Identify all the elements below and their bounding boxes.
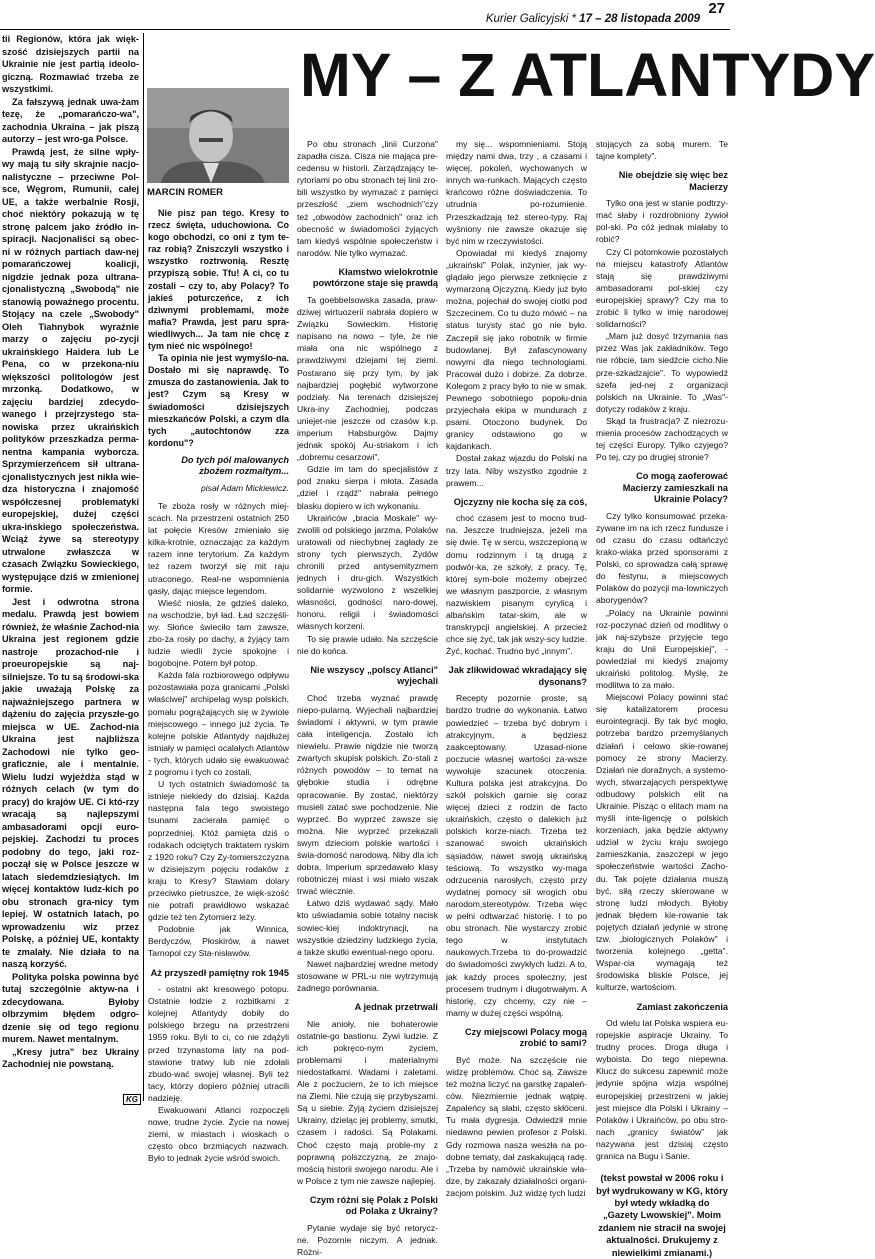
paragraph: Nie anioły, nie bohaterowie ostatnie-go bastionu. Żywi ludzie. Z ich pokręco-nym życiem, problemami i materialnymi niedostatkami. Wadami i zaletami. Ale z pocżuciem, że to ich miejsce na Ziemi. Nie czują się przybyszami. Są u siebie. Żyją życiem dzisiejszej Ukrainy, dzieląc jej problemy, smutki, czasem i radości. Są Polakami. Choć często mają proble-my z poprawną polszczyzną, ze znajo-mością historii swojego narodu. Ale i w Polsce z tym nie zawsze najlepiej. bbox=[297, 1018, 438, 1186]
paragraph: Wieść niosła, że gdzieś daleko, na wschodzie, był ład. Ład szczęśli-wy. Słońce świeciło tam zawsze, zbo-ża rosły po dachy, a żyjący tam ludzie wiedli życie spokojne i bogobojne. Potem był potop. bbox=[148, 597, 289, 669]
col5-nie-obejdzie bbox=[596, 197, 728, 463]
paragraph: Miejscowi Polacy powinni stać się katalizatorem procesu eurointegracji. By tak być mogło, potrzeba bardzo przemyślanych działań i celowo skie-rowanej pomocy ze strony Macierzy. Działań nie doraźnych, a systemo-wych, stwarzających perspektywę odbudowy polskich elit na Ukrainie. Pisząc o elitach mam na myśli inte-ligencję o polskich korzeniach, jaka będzie aktywny udział w życiu kraju swojego zamieszkania, zaszczepi w jego społeczeństwie wartości Zacho-du. Tak pojęte działania muszą być, siłą rzeczy skierowane w stronę ludzi młodych. Byłoby jednak błędem kie-rowanie tak pojętych działań jedynie w stronę tzw. „biologicznych Polaków" i tworzenia kolejnego „getta". Wspar-cia wymagają też środowiska bliskie Polsce, jej kulturze, wartościom. bbox=[596, 692, 728, 993]
paragraph: Podobnie jak Winnica, Berdyczów, Płoskirów, a nawet Tarnopol czy Sta-nisławów. bbox=[148, 924, 289, 959]
heading-czym: Czym różni się Polak z Polski od Polaka z Ukrainy? bbox=[309, 1194, 438, 1217]
paragraph: Ukraińców „bracia Moskale" wy-zwolili od polskiego jarzma, Polaków uratowali od niechybnej zagłady ze strony tych pierwszych, Żydów chronili przed antysemityzmem jednych i dru-gich. Wszystkich solidarnie wyzwolono z wszelkiej własności, godności naro-dowej, honoru, religii i świadomości własnych korzeni. bbox=[297, 512, 438, 632]
issue-date: 17 – 28 listopada 2009 bbox=[579, 13, 700, 25]
page-number: 27 bbox=[708, 0, 725, 17]
paragraph: Czy tylko konsumować przeka-zywane im na ich rzecz fundusze i od czasu do czasu odtańczyć krako-wiaka przed sponsorami z Polski, co sprowadza całą sprawę do festynu, a miejscowych Polaków do pozycji ma-lowniczych aborygenów? bbox=[596, 510, 728, 606]
paragraph: Pytanie wydaje się być retorycz-ne. Pozornie niczym. A jednak. Różni- bbox=[297, 1222, 438, 1258]
paragraph: Czy Ci potomkowie pozostałych na miejscu katastrofy Atlantów stają się prawdziwymi ambasadorami pol-skiej czy europejskiej sprawy? Czy ma to zrobić li tylko w imię narodowej solidarności? bbox=[596, 246, 728, 330]
paragraph: Ta opinia nie jest wymyślo-na. Dostało mi się naprawdę. To zmusza do zastanowienia. Jak to jest? Czym są Kresy w świadomości dzisiejszych mieszkańców Polski, a czym dla tych „autochtonów zza kordonu"? bbox=[148, 353, 289, 448]
col3-klamstwo bbox=[297, 294, 438, 657]
paragraph: Łatwo dziś wydawać sądy. Mało kto uświadamia sobie totalny nacisk sowiec-kiej indoktrynacji, na wszystkie dziedziny ludzkiego życia, a także skutki ewentual-nego oporu. bbox=[297, 898, 438, 957]
quote-heading: Do tych pól malowanych zbożem rozmaitym... bbox=[181, 454, 289, 477]
col5-intro bbox=[596, 138, 728, 162]
column-divider bbox=[143, 33, 144, 1101]
paragraph: Opowiadał mi kiedyś znajomy „ukraiński" Polak, inżynier, jak wy-glądało jego pierwsze zetknięcie z wymarzoną Ojczyzną. Kiedy już było można, pojechał do swojej ciotki pod Szczecinem. Co tu dużo mówić – na status turysty stać go nie było. Zaczepił się jako robotnik w firmie budowlanej. Był zafascynowany nowymi dla niego technologiami. Pracował dużo i dobrze. Za dobrze. Kolegom z pracy było to nie w smak. Pewnego sobotniego popołu-dnia przyjechała ekipa w mundurach z psami. Otoczono budynek. Do granicy odstawiono go w kajdankach. bbox=[446, 247, 587, 452]
portrait-image bbox=[147, 88, 289, 183]
heading-czy: Czy miejscowi Polacy mogą zrobić to sami? bbox=[464, 1026, 587, 1049]
paragraph: Polityka polska powinna być tutaj szczególnie aktyw-na i zdecydowana. Byłoby olbrzymim błędem odgro-dzenie się od tego regionu murem. Nawet mentalnym. bbox=[2, 971, 139, 1044]
paragraph: „Mam już dosyć trzymania nas przez Was jak zakładników. Tego nie róbcie, tam siedźcie cicho.Nie prze-szkadzajcie". To wypowiedź szefa jed-nej z organizacji polskich na Ukrainie. To „Was"- dotyczy rodaków z kraju. bbox=[596, 331, 728, 414]
article-title: MY – Z ATLANTYDY bbox=[300, 41, 875, 109]
col4-czy bbox=[446, 1054, 587, 1199]
paragraph: Po obu stronach „linii Curzona" zapadła cisza. Cisza nie mająca pre-cedensu w historii. Zarządzający te-rytoriami po obu stronach tej linii zro-bili wszystko by wymazać z pamięci przeszłość „ziem wschodnich"czy też „obwodów zachodnich" oraz ich obecność w świadomości żyjących tam kiedyś wspólnie społeczeństw i narodów. Nie tylko wymazać. bbox=[297, 139, 438, 258]
column-1 bbox=[2, 33, 139, 1071]
paragraph: Prawdą jest, że silne wpły-wy mają tu siły skrajnie nacjo-nalistyczne – przeciwne Pol-sce, Węgrom, Rumunii, całej UE, a także werbalnie Rosji, choć niektóry pokazują w tę stronę palcem jako źródło in-spiracji. Nacjonaliści są obec-ni w różnych partiach daw-nej pomarańczowej koalicji, nigdzie jednak poza ultrana-cjonalistyczną „Swobodą" nie stanowią poważnego procentu. Stojący na czele „Swobody" Oleh Tiahnybok wyraźnie marzy o zajęciu po-zycji ukraińskiego Haidera lub Le Pena, co w przekona-niu większości politologów jest mrzonką. Dodatkowo, w zajęciu bardziej zdecydo-wanego i przejrzystego sta-nowiska przez ukraińskich polityków przeszkadza perma-nentna kampania wyborcza. Sprzymierzeńcem sił ultrana-cjonalistycznych jest nikła wie-dza historyczna i znajomość współczesnej problematyki europejskiej, dużej części ukra-ińskiego społeczeństwa. Wciąż żywe są stereotypy utrwalone zwłaszcza w czasach Związku Sowieckiego, występujące dziś w zmienionej formie. bbox=[2, 146, 139, 594]
heading-nie-wszyscy: Nie wszyscy „polscy Atlanci" wyjechali bbox=[310, 664, 438, 687]
col3-czym bbox=[297, 1222, 438, 1258]
paragraph: tii Regionów, która jak więk-szość dzisiejszych partii na Ukrainie nie jest partią ideolo-giczną. Rozmawiać trzeba ze wszystkimi. bbox=[2, 34, 139, 94]
end-mark: KG bbox=[123, 1094, 141, 1105]
paragraph: Tylko ona jest w stanie podtrzy-mać słaby i rozdrobniony żywioł pol-ski. Po cóż jednak miałaby to robić? bbox=[596, 198, 728, 245]
heading-ojczyzny: Ojczyzny nie kocha się za coś, bbox=[453, 496, 587, 507]
col2-body bbox=[148, 500, 289, 960]
heading-jednak: A jednak przetrwali bbox=[354, 1002, 438, 1013]
paragraph: Gdzie im tam do specjalistów z pod znaku sierpa i młota. Zasada „dziel i rządź" nabrała pełnego blasku dopiero w ich wykonaniu. bbox=[297, 464, 438, 511]
footnote: (tekst powstał w 2006 roku i był wydrukowany w KG, który był wtedy wkładką do „Gazety Lwowskiej". Moim zdaniem nie stracił na swojej aktualności. Drukujemy z niewielkimi zmianami.) bbox=[596, 1173, 728, 1258]
paragraph: Nie pisz pan tego. Kresy to rzecz święta, uduchowiona. Co kogo obchodzi, co oni z tym te-raz robią? Zniszczyli wszystko i wszystko roztrwonią. Resztę przypiszą sobie. Tfu! A ci, co tu zostali – czy to, aby Polacy? To jakieś poturczeńce, z ich dziwnymi problemami, może mafia? Prawda, jest paru spra-wiedliwych... Ja tam nie chcę z tym nieć nic wspólnego! bbox=[148, 208, 289, 352]
col3-intro bbox=[297, 138, 438, 259]
col3-jednak bbox=[297, 1018, 438, 1187]
heading-klamstwo: Kłamstwo wielokrotnie powtórzone staje się prawdą bbox=[312, 266, 438, 289]
lead-paragraphs bbox=[148, 207, 289, 449]
paragraph: Choć trzeba wyznać prawdę niepo-pularną. Wyjechali najbardziej świadomi i aktywni, w tym prawie cała inteligencja. Zostało ich niewielu. Prawie nigdzie nie tworzą zwartych skupisk polskich. Zo-stali z różnych powodów – to temat na głębokie studia i odrębne opracowanie. By zostać, niektórzy musieli zatać swe pochodzenie. Nie wyprzeć. Bo wyprzeć zawsze się można. Nie wyprzeć przekazali swym dzieciom polskie wartości i świa-domość narodową. Niby dla ich dobra. Imperium sprzedawało klasy robotniczej miast i wsi miało wszak trwać wiecznie. bbox=[297, 692, 438, 897]
paragraph: Dostał zakaz wjazdu do Polski na trzy lata. Niby wszystko zgodnie z prawem... bbox=[446, 453, 587, 488]
paragraph: Ta goebbelsowska zasada, praw-dziwej wirtuozerii nabrała dopiero w Związku Sowieckim. Historię napisano na nowo – tyle, że nie miała ona nic wspólnego z prawdziwymi dziejami tej ziemi. Postarano się przy tym, by jak najbardziej pogłębić wytworzone podziały. Na terenach dzisiejszej Ukra-iny Zachodniej, podczas uniejet-nie jeszcze od czasów k.p. imperium Habsburgów. Dajmy jednak spokój Au-striakom i ich „dobremu cesarzowi". bbox=[297, 294, 438, 463]
paragraph: - ostatni akt kresowego potopu. Ostatnie łodzie z rozbitkami z kolejnej Atlantydy dobiły do polskiego brzegu na przestrzeni 1959 roku. Byli to ci, co nie zdążyli przed trzynastoma laty na pod-stawione tratwy lub nie zdołali zbudo-wać swojej własnej. Byli też tacy, którzy dopiero później utracili nadzieję. bbox=[148, 984, 289, 1103]
paragraph: To się prawie udało. Na szczęście nie do końca. bbox=[297, 633, 438, 656]
col2-tail bbox=[148, 983, 289, 1164]
heading-zamiast: Zamiast zakończenia bbox=[636, 1001, 728, 1012]
heading-jak: Jak zlikwidować wkradający się dysonans? bbox=[448, 665, 587, 687]
heading-co-moga: Co mogą zaoferować Macierzy zamieszkali na Ukrainie Polacy? bbox=[622, 471, 728, 505]
paragraph: choć czasem jest to mocno trud-na. Jeszcze trudniejsza, jeżeli ma się dwie. Tę w sercu, wszczepioną w domu rodzinnym i tą drugą z podwór-ka, ze szkoły, z pracy. Tę, której sym-bole możemy obejrzeć we własnym paszporcie, z własnym nazwiskiem pisanym cyrylicą i albańskim tatar-skim, ale w transkrypcji angielskiej. A przecież chce się żyć, tak jak wszy-scy ludzie. Żyć, kochać. Trudno być „innym". bbox=[446, 513, 587, 657]
paragraph: Każda fala rozbiorowego odpływu pozostawiała poza granicami „Polski właściwej" archipelag wysp polskich, pomału pogrążających się w żywiole miejscowego – innego już życia. Te kolejne polskie Atlantydy najdłużej istniały w pamięci ocalałych Atlantów - tych, których udało się ewakuować z pogromu i tych co zostali. bbox=[148, 670, 289, 778]
publication-name: Kurier Galicyjski bbox=[485, 13, 569, 25]
paragraph: Skąd ta frustracja? Z niezrozu-mienia procesów zachodzących w tej części Europy. Tylko czyjego? Po tej, czy po drugiej stronie? bbox=[596, 415, 728, 463]
col5-co-moga bbox=[596, 510, 728, 994]
column-2 bbox=[148, 207, 289, 1164]
paragraph: „Kresy jutra" bez Ukrainy Zachodniej nie powstaną. bbox=[2, 1046, 139, 1069]
col4-jak bbox=[446, 692, 587, 1019]
col3-nie-wszyscy bbox=[297, 692, 438, 994]
column-3 bbox=[297, 138, 438, 1258]
page-header bbox=[0, 0, 730, 28]
paragraph: Jest i odwrotna strona medalu. Prawdą jest bowiem również, że właśnie Zachod-nia Ukraina jest regionem gdzie nastroje prozachod-nie i proeuropejskie są naj-silniejsze. To tu są środowi-ska jakie uważają Polskę za najważniejszego partnera w dążeniu do zajęcia przyszłe-go miejsca w UE. Zachod-nia Ukraina jest najbliższa Zachodowi nie tylko geo-graficznie, ale i mentalnie. Wielu ludzi wyjeżdża stąd w różnych celach (w tym do pracy) do krajów UE. Ci któ-rzy wracają są najlepszymi ambasadorami opcji euro-pejskiej. Zachodzi tu proces podobny do tego, jaki roz-począł się w Polsce jeszcze w latach siedemdziesiątych. Im więcej kontaktów ludz-kich po obu stronach gra-nicy tym lepiej. W ostatnich latach, po wprowadzeniu wiz przez Polskę, a później UE, kontakty te zmalały. Nie działa to na naszą korzyść. bbox=[2, 596, 139, 969]
paragraph: Za fałszywą jednak uwa-żam tezę, że „pomarańczo-wa", zachodnia Ukraina – jak piszą autorzy – jest wro-ga Polsce. bbox=[2, 96, 139, 144]
col5-zamiast bbox=[596, 1017, 728, 1162]
header-rule bbox=[0, 29, 730, 30]
author-name: MARCIN ROMER bbox=[147, 187, 223, 198]
heading-nie-obejdzie: Nie obejdzie się więc bez Macierzy bbox=[618, 170, 728, 192]
paragraph: Te zboża rosły w różnych miej-scach. Na przestrzeni ostatnich 250 lat połęcie Kresów zmieniało się kilka-krotnie, oznaczając za każdym razem inne terytorium. Za każdym też razem tworzył się mit raju utraconego. Real-ne wspomnienia gasły, dając miejsce legendom. bbox=[148, 500, 289, 596]
column-4 bbox=[446, 138, 587, 1199]
paragraph: Nawet najbardziej wredne metody stosowane w PRL-u nie wytrzymują żadnego porównania. bbox=[297, 958, 438, 993]
paragraph: Ewakuowani Atlanci rozpoczęli nowe, trudne życie. Życie na nowej ziemi, w miastach i wioskach o często obco brzmiących nazwach. Było to jednak życie wśród swoich. bbox=[148, 1104, 289, 1164]
author-photo bbox=[147, 88, 289, 183]
paragraph: U tych ostatnich świadomość ta istnieje niekiedy do dzisiaj. Każda następna fala tego swoistego tsunami zacierała pamięć o poprzedniej. Któż pamięta dziś o rodakach odciętych traktatem ryskim z 1920 roku? Czy Zy-tomierszczyzna w dzisiejszym pojęciu rodaków z kraju to Kresy? Stawiam dolary przeciwko pietruszce, że więk-szość nie potrafi prawidłowo wskazać gdzie też ten Żytomierz leży. bbox=[148, 779, 289, 923]
end-mark-wrap bbox=[119, 1089, 141, 1107]
paragraph: Od wielu lat Polska wspiera eu-ropejskie aspiracje Ukrainy. To trudny proces. Droga długa i wyboista. Do tego niepewna. Klucz do sukcesu zapewnić może jedynie spójna wizja wspólnej europejskiej przestrzeni w jakiej jest miejsce dla Polski i Ukrainy – Polaków i Ukraińców, po obu stro-nach „granicy światów" jak nazywana jest dzisiaj często granica na Bugu i Sanie. bbox=[596, 1018, 728, 1162]
paragraph: „Polacy na Ukrainie powinni roz-poczynać dzień od modlitwy o jak naj-szybsze przyjęcie tego kraju do Unii Europejskiej", - powiedział mi kiedyś znajomy ukraiński politolog. Myślę, że modlitwa to za mało. bbox=[596, 607, 728, 691]
col4-intro bbox=[446, 138, 587, 489]
column-5 bbox=[596, 138, 728, 1259]
paragraph: Być może. Na szczęście nie widzę problemów. Choć są. Zawsze też można liczyć na garstkę zapaleń-ców. Niezmiernie jednak wątpię. Zapaleńcy są słabi, często skłóceni. Tu mała dygresja. Odwiedził mnie niedawno pewien profesor z Polski. Gdy rozmowa nasza weszła na po-dobne tematy, dał zaskakującą radę. „Trzeba by namówić ukraińskie wła-dze, by zakazały działalności organi-zacjom polskim. Już widzę tych ludzi bbox=[446, 1054, 587, 1198]
publication-line bbox=[486, 13, 700, 25]
paragraph: my się... wspomnieniami. Stoją między nami dwa, trzy , a czasami i więcej, pokoleń, wychowanych w innych wa-runkach. Mających często krańcowo różne doświadczenia. To utrudnia po-rozumienie. Przeszkadzają też stereo-typy. Raj wyśniony nie zawsze okazuje się być nim w rzeczywistości. bbox=[446, 139, 587, 246]
paragraph: Recepty pozornie proste, są bardzo trudne do wykonania. Łatwo powiedzieć – trzeba być dobrym i atrakcyjnym, a będziesz zaakceptowany. Uzasad-nione poczucie własnej wartości za-wsze wywołuje szacunek otoczenia. Kultura polska jest atrakcyjna. Do szkół polskich garnie się coraz więcej dzieci z rodzin de facto ukraińskich, często o dalekich już polskich korze-niach. Trzeba też szanować swoich ukraińskich sąsiadów, nawet swoją ukraińską teściową. To wszystko wy-maga odrzucenia narosłych, często przy wydatnej pomocy sił wrogich obu narodom,stereotypów. Trzeba więc w pełni odtwarzać historię. I to po obu stronach. Nie wystarczy zrobić tego w instytutach naukowych.Trzeba to do-prowadzić do świadomości zwykłych ludzi. A to, jak każdy proces społeczny, jest procesem trudnym i długotrwałym. A historię, czy chcemy, czy nie – mamy w dużej części wspólną. bbox=[446, 693, 587, 1018]
quote-signature: pisał Adam Mickiewicz. bbox=[200, 482, 289, 493]
heading-przyszedl: Aż przyszedł pamiętny rok 1945 bbox=[150, 967, 289, 978]
col4-ojczyzny bbox=[446, 512, 587, 657]
col1-paragraphs bbox=[2, 33, 139, 1071]
separator: * bbox=[571, 13, 576, 25]
paragraph: stojących za sobą murem. Te tajne komplety". bbox=[596, 139, 728, 162]
